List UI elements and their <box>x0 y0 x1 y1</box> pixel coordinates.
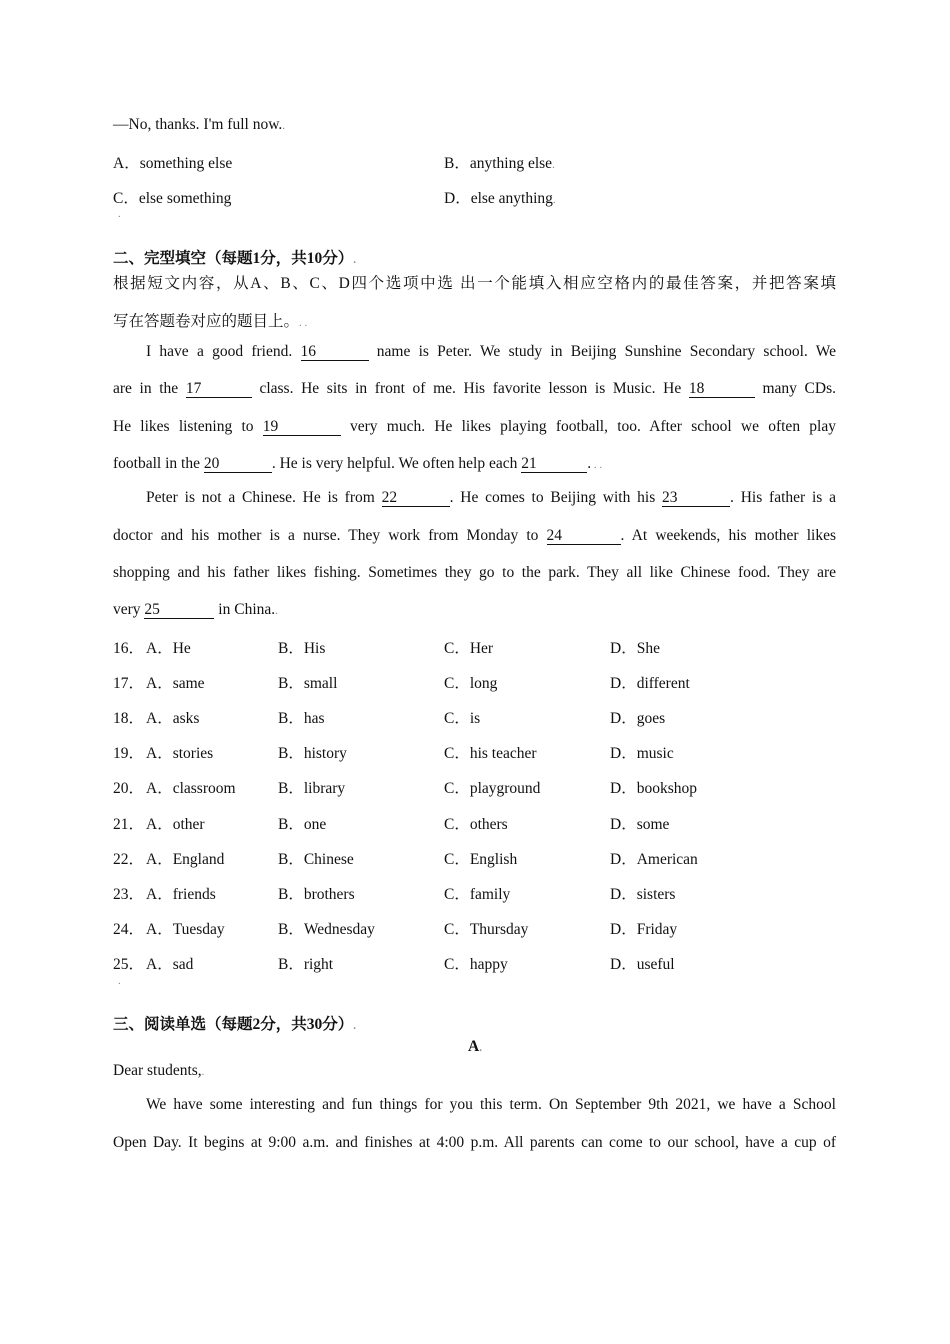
option[interactable]: C．English <box>444 851 518 868</box>
passage-line: Peter is not a Chinese. He is from 22 . He comes to Beijing with his 23 . His father is a <box>146 489 836 506</box>
option[interactable]: A．same <box>146 675 205 692</box>
option[interactable]: B．Wednesday <box>278 921 375 938</box>
passage-line: football in the 20 . He is very helpful. We often help each 21 . . . <box>113 455 603 472</box>
option[interactable]: A．asks <box>146 710 200 727</box>
passage-line: very 25 in China.. <box>113 601 278 618</box>
blank-19[interactable]: 19 <box>263 418 341 436</box>
option[interactable]: A．England <box>146 851 225 868</box>
blank-24[interactable]: 24 <box>547 527 621 545</box>
blank-23[interactable]: 23 <box>662 489 730 507</box>
blank-16[interactable]: 16 <box>301 343 369 361</box>
passage-label: A. <box>468 1038 482 1055</box>
option[interactable]: B．small <box>278 675 338 692</box>
option[interactable]: C．family <box>444 886 511 903</box>
blank-22[interactable]: 22 <box>382 489 450 507</box>
option[interactable]: A．sad <box>146 956 194 973</box>
section3-heading: 三、阅读单选（每题2分，共30分）. <box>113 1016 357 1033</box>
passage-line: doctor and his mother is a nurse. They work from Monday to 24 . At weekends, his mother likes <box>113 527 836 544</box>
question-number: 24． <box>113 921 145 938</box>
option[interactable]: D．American <box>610 851 698 868</box>
reading-line: We have some interesting and fun things for you this term. On September 9th 2021, we have a School <box>146 1096 836 1113</box>
blank-25[interactable]: 25 <box>144 601 214 619</box>
option[interactable]: B．one <box>278 816 327 833</box>
prev-option-d: D．else anything. <box>444 190 556 207</box>
option[interactable]: C．playground <box>444 780 541 797</box>
option[interactable]: A．other <box>146 816 205 833</box>
option[interactable]: C．his teacher <box>444 745 537 762</box>
option[interactable]: D．sisters <box>610 886 676 903</box>
option[interactable]: D．bookshop <box>610 780 697 797</box>
reading-line: Open Day. It begins at 9:00 a.m. and finishes at 4:00 p.m. All parents can come to our school, have a cup of <box>113 1134 836 1151</box>
prev-option-a: A．something else <box>113 155 233 172</box>
letter-greeting: Dear students,. <box>113 1062 205 1079</box>
prev-option-c: C．else something <box>113 190 232 207</box>
option[interactable]: D．music <box>610 745 674 762</box>
question-number: 21． <box>113 816 145 833</box>
option[interactable]: B．library <box>278 780 346 797</box>
blank-21[interactable]: 21 <box>521 455 587 473</box>
option[interactable]: A．stories <box>146 745 214 762</box>
option[interactable]: C．is <box>444 710 481 727</box>
question-number: 19． <box>113 745 145 762</box>
question-number: 25． <box>113 956 145 973</box>
question-number: 17． <box>113 675 145 692</box>
option[interactable]: C．long <box>444 675 498 692</box>
option[interactable]: B．has <box>278 710 325 727</box>
prev-option-b: B．anything else. <box>444 155 555 172</box>
question-number: 16． <box>113 640 145 657</box>
option[interactable]: B．right <box>278 956 334 973</box>
paragraph-mark: . <box>118 208 121 220</box>
paragraph-mark: . <box>118 975 121 987</box>
section2-instruction: 根据短文内容，从A、B、C、D四个选项中选 出一个能填入相应空格内的最佳答案，并把答案填 <box>113 275 836 292</box>
blank-20[interactable]: 20 <box>204 455 272 473</box>
question-number: 23． <box>113 886 145 903</box>
option[interactable]: D．some <box>610 816 670 833</box>
option[interactable]: B．history <box>278 745 347 762</box>
option[interactable]: D．useful <box>610 956 675 973</box>
option[interactable]: C．Thursday <box>444 921 529 938</box>
blank-17[interactable]: 17 <box>186 380 252 398</box>
option[interactable]: B．Chinese <box>278 851 354 868</box>
passage-line: shopping and his father likes fishing. Sometimes they go to the park. They all like Chinese food. They are <box>113 564 836 581</box>
option[interactable]: B．His <box>278 640 326 657</box>
option[interactable]: B．brothers <box>278 886 355 903</box>
option[interactable]: A．He <box>146 640 191 657</box>
passage-line: I have a good friend. 16 name is Peter. We study in Beijing Sunshine Secondary school. We <box>146 343 836 360</box>
question-number: 18． <box>113 710 145 727</box>
passage-line: He likes listening to 19 very much. He likes playing football, too. After school we often play <box>113 418 836 435</box>
option[interactable]: D．different <box>610 675 690 692</box>
option[interactable]: A．friends <box>146 886 216 903</box>
option[interactable]: D．goes <box>610 710 666 727</box>
prev-question-reply: —No, thanks. I'm full now.. <box>113 116 286 133</box>
option[interactable]: C．others <box>444 816 508 833</box>
section2-heading: 二、完型填空（每题1分，共10分）. <box>113 250 357 267</box>
option[interactable]: D．She <box>610 640 660 657</box>
section2-instruction-cont: 写在答题卷对应的题目上。. . <box>113 313 308 330</box>
passage-line: are in the 17 class. He sits in front of me. His favorite lesson is Music. He 18 many CDs. <box>113 380 836 397</box>
blank-18[interactable]: 18 <box>689 380 755 398</box>
option[interactable]: C．happy <box>444 956 508 973</box>
option[interactable]: A．classroom <box>146 780 236 797</box>
option[interactable]: A．Tuesday <box>146 921 225 938</box>
question-number: 20． <box>113 780 145 797</box>
question-number: 22． <box>113 851 145 868</box>
option[interactable]: C．Her <box>444 640 494 657</box>
option[interactable]: D．Friday <box>610 921 678 938</box>
